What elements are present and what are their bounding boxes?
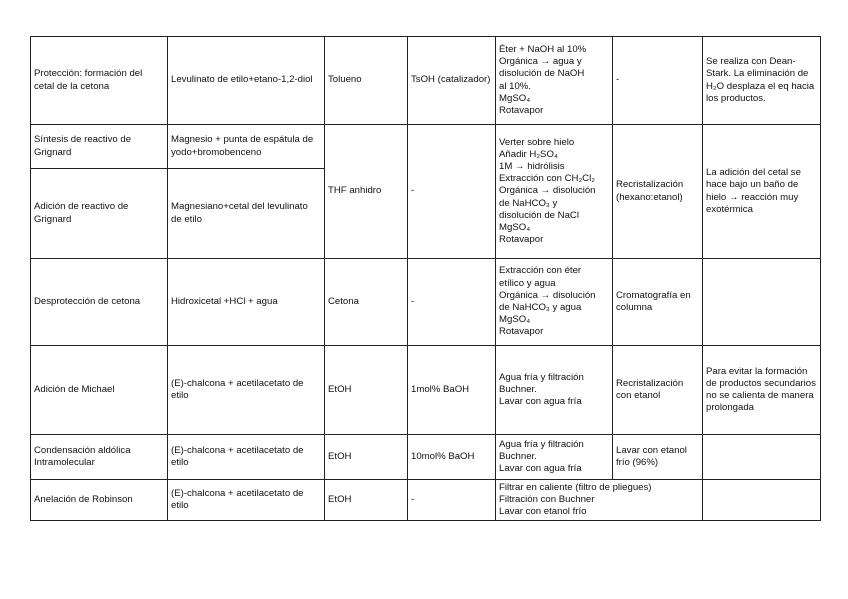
- reagents-cell: Hidroxicetal +HCl + agua: [168, 259, 325, 346]
- table-row: [31, 346, 821, 435]
- workup-line: al 10%.: [499, 80, 531, 92]
- table-row: [31, 125, 821, 169]
- workup-line: Filtrar en caliente (filtro de pliegues): [499, 481, 652, 493]
- workup-line: MgSO₄: [499, 222, 531, 233]
- workup-line: de NaHCO₃ y agua: [499, 302, 582, 313]
- catalyst-cell: -: [408, 480, 496, 521]
- reagents-cell: (E)-chalcona + acetilacetato de etilo: [168, 480, 325, 521]
- workup-line: Orgánica → agua y: [499, 56, 582, 68]
- solvent-cell: THF anhidro: [325, 125, 408, 259]
- notes-cell: La adición del cetal se hace bajo un baño de hielo → reacción muy exotérmica: [703, 125, 821, 259]
- workup-line: Buchner.: [499, 450, 537, 462]
- solvent-cell: Tolueno: [325, 37, 408, 125]
- workup-line: Lavar con agua fría: [499, 396, 582, 408]
- purification-cell: -: [613, 37, 703, 125]
- reaction-name-cell: Protección: formación del cetal de la cetona: [31, 37, 168, 125]
- reaction-name-cell: Adición de Michael: [31, 346, 168, 435]
- workup-line: Rotavapor: [499, 234, 544, 246]
- table-row: [31, 435, 821, 480]
- workup-line: Éter + NaOH al 10%: [499, 43, 587, 55]
- workup-line: Filtración con Buchner: [499, 493, 595, 505]
- workup-cell: [496, 435, 613, 480]
- reagents-cell: Levulinato de etilo+etano-1,2-diol: [168, 37, 325, 125]
- catalyst-cell: 10mol% BaOH: [408, 435, 496, 480]
- solvent-cell: EtOH: [325, 346, 408, 435]
- workup-line: Verter sobre hielo: [499, 136, 575, 148]
- table-row: [31, 480, 821, 521]
- workup-cell: [496, 480, 703, 521]
- reaction-name-cell: Desprotección de cetona: [31, 259, 168, 346]
- workup-line: Orgánica → disolución: [499, 185, 596, 197]
- workup-line: Lavar con agua fría: [499, 463, 582, 475]
- solvent-cell: Cetona: [325, 259, 408, 346]
- workup-line: Rotavapor: [499, 326, 544, 338]
- notes-cell: Para evitar la formación de productos secundarios no se calienta de manera prolongada: [703, 346, 821, 435]
- solvent-cell: EtOH: [325, 480, 408, 521]
- catalyst-cell: -: [408, 125, 496, 259]
- reaction-name-cell: Condensación aldólica Intramolecular: [31, 435, 168, 480]
- catalyst-cell: 1mol% BaOH: [408, 346, 496, 435]
- notes-cell: [703, 435, 821, 480]
- reaction-name-cell: Adición de reactivo de Grignard: [31, 169, 168, 259]
- workup-line: Orgánica → disolución: [499, 289, 596, 301]
- reaction-summary-table: [30, 36, 821, 521]
- purification-cell: Recristalización con etanol: [613, 346, 703, 435]
- workup-line: MgSO₄: [499, 92, 531, 104]
- workup-line: Extracción con éter: [499, 265, 582, 277]
- workup-line: Agua fría y filtración: [499, 371, 584, 383]
- workup-cell: [496, 259, 613, 346]
- workup-line: MgSO₄: [499, 314, 531, 326]
- workup-cell: [496, 346, 613, 435]
- table-row: [31, 259, 821, 346]
- workup-cell: [496, 125, 613, 259]
- workup-line: 1M → hidrólisis: [499, 160, 565, 172]
- reagents-cell: Magnesiano+cetal del levulinato de etilo: [168, 169, 325, 259]
- reaction-name-cell: Anelación de Robinson: [31, 480, 168, 521]
- reagents-cell: Magnesio + punta de espátula de yodo+bromobenceno: [168, 125, 325, 169]
- purification-cell: Recristalización (hexano:etanol): [613, 125, 703, 259]
- purification-cell: Lavar con etanol frío (96%): [613, 435, 703, 480]
- notes-cell: Se realiza con Dean-Stark. La eliminación de H₂O desplaza el eq hacia los productos.: [703, 37, 821, 125]
- purification-cell: Cromatografía en columna: [613, 259, 703, 346]
- workup-cell: [496, 37, 613, 125]
- solvent-cell: EtOH: [325, 435, 408, 480]
- workup-line: disolución de NaOH: [499, 68, 585, 80]
- notes-cell: [703, 480, 821, 521]
- reaction-name-cell: Síntesis de reactivo de Grignard: [31, 125, 168, 169]
- catalyst-cell: TsOH (catalizador): [408, 37, 496, 125]
- workup-line: Lavar con etanol frío: [499, 506, 587, 518]
- workup-line: Añadir H₂SO₄: [499, 148, 558, 160]
- workup-line: Rotavapor: [499, 104, 544, 116]
- workup-line: Buchner.: [499, 383, 537, 395]
- notes-cell: [703, 259, 821, 346]
- reagents-cell: (E)-chalcona + acetilacetato de etilo: [168, 435, 325, 480]
- reagents-cell: (E)-chalcona + acetilacetato de etilo: [168, 346, 325, 435]
- workup-line: etílico y agua: [499, 277, 556, 289]
- workup-line: disolución de NaCl: [499, 209, 579, 221]
- catalyst-cell: -: [408, 259, 496, 346]
- table-row: [31, 37, 821, 125]
- workup-line: Agua fría y filtración: [499, 438, 584, 450]
- workup-line: de NaHCO₃ y: [499, 197, 558, 209]
- workup-line: Extracción con CH₂Cl₂: [499, 173, 595, 185]
